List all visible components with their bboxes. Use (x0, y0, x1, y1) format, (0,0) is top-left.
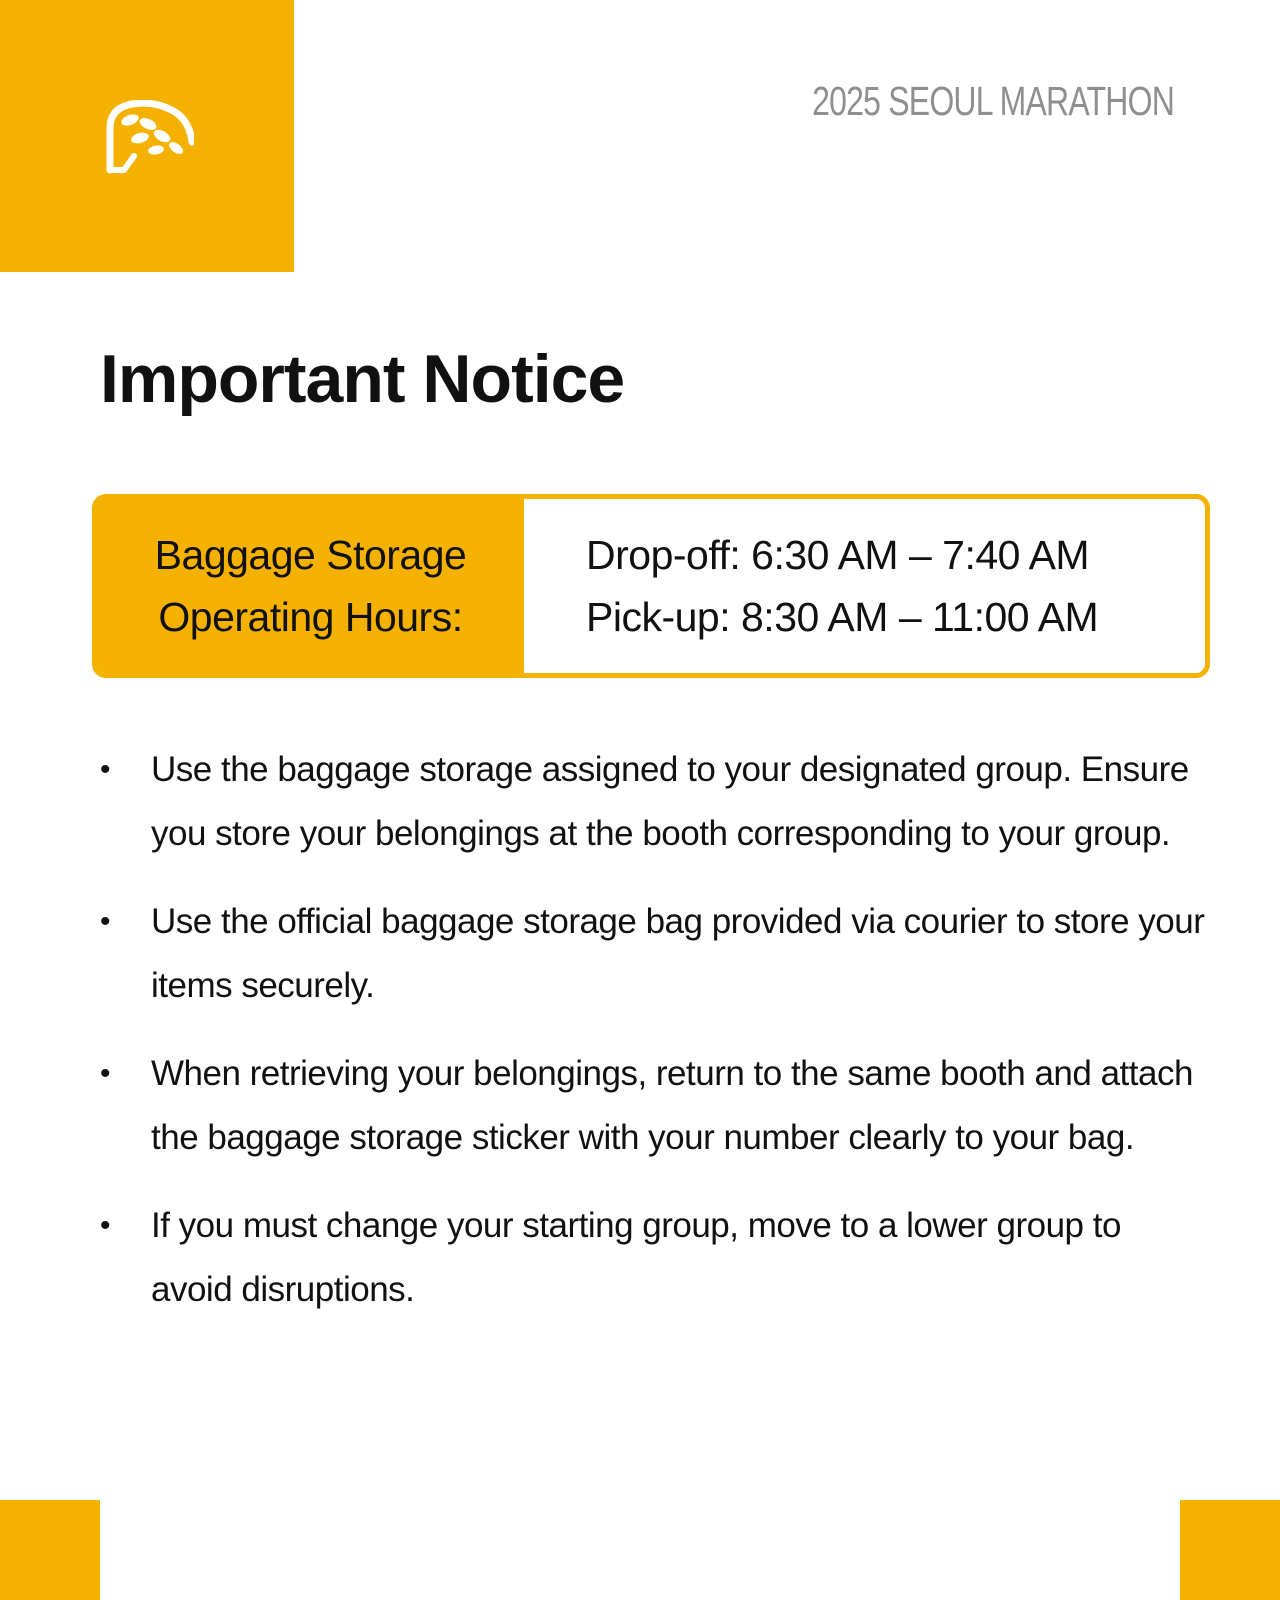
laurel-branch-icon (100, 100, 194, 176)
hours-box (92, 494, 1210, 678)
corner-accent-right (1180, 1500, 1280, 1600)
page-title: Important Notice (100, 341, 625, 417)
bullet: • (100, 1209, 111, 1242)
corner-accent-left (0, 1500, 100, 1600)
notice-text: When retrieving your belongings, return to the same booth and attach the baggage storage sticker with your number clearly to your bag. (151, 1054, 1193, 1157)
list-item (100, 1042, 1210, 1170)
hours-label-line1: Baggage Storage (154, 532, 467, 578)
hours-label (97, 499, 524, 673)
notice-text: Use the baggage storage assigned to your designated group. Ensure you store your belongings at the booth corresponding to your group. (151, 750, 1189, 853)
notice-text: If you must change your starting group, move to a lower group to avoid disruptions. (151, 1206, 1121, 1309)
notice-list (100, 738, 1210, 1346)
dropoff-hours: Drop-off: 6:30 AM – 7:40 AM (586, 532, 1090, 578)
pickup-hours: Pick-up: 8:30 AM – 11:00 AM (586, 594, 1099, 640)
bullet: • (100, 1057, 111, 1090)
hours-values (524, 499, 1205, 673)
notice-text: Use the official baggage storage bag provided via courier to store your items securely. (151, 902, 1205, 1005)
event-name: 2025 SEOUL MARATHON (812, 78, 1174, 124)
list-item (100, 890, 1210, 1018)
bullet: • (100, 905, 111, 938)
list-item (100, 1194, 1210, 1322)
brand-logo-block (0, 0, 294, 272)
list-item (100, 738, 1210, 866)
hours-label-line2: Operating Hours: (158, 594, 463, 640)
bullet: • (100, 753, 111, 786)
